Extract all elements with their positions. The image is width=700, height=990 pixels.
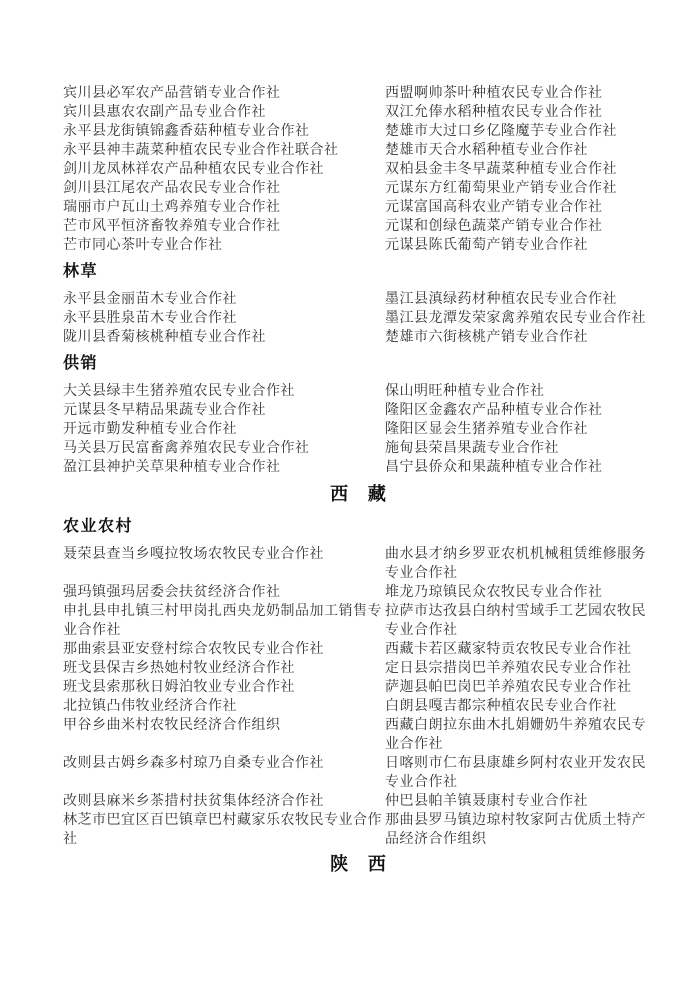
- coop-name: 剑川龙凤林祥农产品种植农民专业合作社: [63, 162, 324, 177]
- coop-name: 昌宁县侨众和果蔬种植专业合作社: [385, 460, 603, 475]
- coop-list-forestry: [63, 290, 653, 347]
- list-row: [63, 198, 653, 217]
- coop-name: 楚雄市大过口乡亿隆魔芋专业合作社: [385, 124, 617, 139]
- list-row: [63, 545, 653, 583]
- list-row: [63, 583, 653, 602]
- coop-name: 改则县古姆乡森多村琼乃自桑专业合作社: [63, 756, 324, 771]
- list-row: [63, 141, 653, 160]
- list-row: [63, 179, 653, 198]
- coop-name: 曲水县才纳乡罗亚农机机械租赁维修服务专业合作社: [385, 547, 646, 581]
- coop-name: 拉萨市达孜县白纳村雪域手工艺园农牧民专业合作社: [385, 604, 646, 638]
- coop-name: 楚雄市天合水稻种植专业合作社: [385, 143, 588, 158]
- coop-name: 施甸县荣昌果蔬专业合作社: [385, 441, 559, 456]
- coop-name: 班戈县保吉乡热她村牧业经济合作社: [63, 661, 295, 676]
- coop-name: 北拉镇凸伟牧业经济合作社: [63, 699, 237, 714]
- coop-name: 双柏县金丰冬早蔬菜种植专业合作社: [385, 162, 617, 177]
- category-heading-agriculture-rural: 农业农村: [63, 518, 134, 535]
- coop-name: 宾川县惠农农副产品专业合作社: [63, 105, 266, 120]
- coop-name: 甲谷乡曲米村农牧民经济合作组织: [63, 718, 281, 733]
- coop-name: 马关县万民富畜禽养殖农民专业合作社: [63, 441, 310, 456]
- coop-name: 剑川县江尾农产品农民专业合作社: [63, 181, 281, 196]
- list-row: [63, 382, 653, 401]
- coop-name: 改则县麻米乡茶措村扶贫集体经济合作社: [63, 794, 324, 809]
- coop-name: 西藏白朗拉东曲木扎娟姗奶牛养殖农民专业合作社: [385, 718, 646, 752]
- coop-list-yunnan-continued: [63, 84, 653, 255]
- list-row: [63, 84, 653, 103]
- province-heading-shaanxi: 陕西: [330, 854, 406, 874]
- coop-name: 陇川县香菊核桃种植专业合作社: [63, 330, 266, 345]
- coop-name: 楚雄市六街核桃产销专业合作社: [385, 330, 588, 345]
- coop-name: 聂荣县查当乡嘎拉牧场农牧民专业合作社: [63, 547, 324, 562]
- list-row: [63, 811, 653, 849]
- list-row: [63, 160, 653, 179]
- coop-list-supply-marketing: [63, 382, 653, 477]
- coop-name: 芒市同心茶叶专业合作社: [63, 238, 223, 253]
- list-row: [63, 659, 653, 678]
- coop-name: 保山明旺种植专业合作社: [385, 384, 545, 399]
- list-row: [63, 236, 653, 255]
- coop-name: 元谋富国高科农业产销专业合作社: [385, 200, 603, 215]
- coop-name: 隆阳区金鑫农产品种植专业合作社: [385, 403, 603, 418]
- coop-name: 元谋东方红葡萄果业产销专业合作社: [385, 181, 617, 196]
- coop-name: 申扎县申扎镇三村甲岗扎西央龙奶制品加工销售专业合作社: [63, 604, 382, 638]
- coop-name: 芒市风平恒济畜牧养殖专业合作社: [63, 219, 281, 234]
- coop-name: 仲巴县帕羊镇聂康村专业合作社: [385, 794, 588, 809]
- list-row: [63, 309, 653, 328]
- coop-name: 元谋县冬早精品果蔬专业合作社: [63, 403, 266, 418]
- coop-name: 西藏卡若区藏家特贡农牧民专业合作社: [385, 642, 632, 657]
- coop-name: 瑞丽市户瓦山土鸡养殖专业合作社: [63, 200, 281, 215]
- province-heading-tibet: 西藏: [330, 484, 406, 504]
- list-row: [63, 420, 653, 439]
- coop-name: 永平县胜泉苗木专业合作社: [63, 311, 237, 326]
- coop-name: 西盟啊帅茶叶种植农民专业合作社: [385, 86, 603, 101]
- list-row: [63, 217, 653, 236]
- category-heading-supply-marketing: 供销: [63, 355, 99, 372]
- coop-name: 那曲县罗马镇边琼村牧家阿古优质土特产品经济合作组织: [385, 813, 646, 847]
- list-row: [63, 640, 653, 659]
- coop-name: 宾川县必军农产品营销专业合作社: [63, 86, 281, 101]
- coop-name: 日喀则市仁布县康雄乡阿村农业开发农民专业合作社: [385, 756, 646, 790]
- list-row: [63, 439, 653, 458]
- coop-name: 墨江县龙潭发荣家禽养殖农民专业合作社: [385, 311, 646, 326]
- list-row: [63, 401, 653, 420]
- coop-name: 元谋县陈氏葡萄产销专业合作社: [385, 238, 588, 253]
- coop-name: 开远市勤发种植专业合作社: [63, 422, 237, 437]
- coop-name: 元谋和创绿色蔬菜产销专业合作社: [385, 219, 603, 234]
- list-row: [63, 103, 653, 122]
- coop-name: 隆阳区显会生猪养殖专业合作社: [385, 422, 588, 437]
- list-row: [63, 754, 653, 792]
- coop-name: 永平县神丰蔬菜种植农民专业合作社联合社: [63, 143, 339, 158]
- list-row: [63, 697, 653, 716]
- coop-name: 盈江县神护关草果种植专业合作社: [63, 460, 281, 475]
- list-row: [63, 328, 653, 347]
- coop-name: 强玛镇强玛居委会扶贫经济合作社: [63, 585, 281, 600]
- coop-name: 堆龙乃琼镇民众农牧民专业合作社: [385, 585, 603, 600]
- coop-name: 白朗县嘎吉都宗种植农民专业合作社: [385, 699, 617, 714]
- coop-name: 定日县宗措岗巴羊养殖农民专业合作社: [385, 661, 632, 676]
- list-row: [63, 290, 653, 309]
- coop-name: 班戈县索那秋日姆泊牧业专业合作社: [63, 680, 295, 695]
- coop-name: 永平县龙街镇锦鑫香菇种植专业合作社: [63, 124, 310, 139]
- list-row: [63, 122, 653, 141]
- coop-name: 墨江县滇绿药材种植农民专业合作社: [385, 292, 617, 307]
- coop-list-tibet-agriculture: [63, 545, 653, 849]
- list-row: [63, 458, 653, 477]
- coop-name: 那曲索县亚安登村综合农牧民专业合作社: [63, 642, 324, 657]
- coop-name: 大关县绿丰生猪养殖农民专业合作社: [63, 384, 295, 399]
- coop-name: 永平县金丽苗木专业合作社: [63, 292, 237, 307]
- list-row: [63, 602, 653, 640]
- category-heading-forestry: 林草: [63, 263, 99, 280]
- coop-name: 双江允俸水稻种植农民专业合作社: [385, 105, 603, 120]
- list-row: [63, 716, 653, 754]
- coop-name: 萨迦县帕巴岗巴羊养殖农民专业合作社: [385, 680, 632, 695]
- list-row: [63, 678, 653, 697]
- list-row: [63, 792, 653, 811]
- coop-name: 林芝市巴宜区百巴镇章巴村藏家乐农牧民专业合作社: [63, 813, 382, 847]
